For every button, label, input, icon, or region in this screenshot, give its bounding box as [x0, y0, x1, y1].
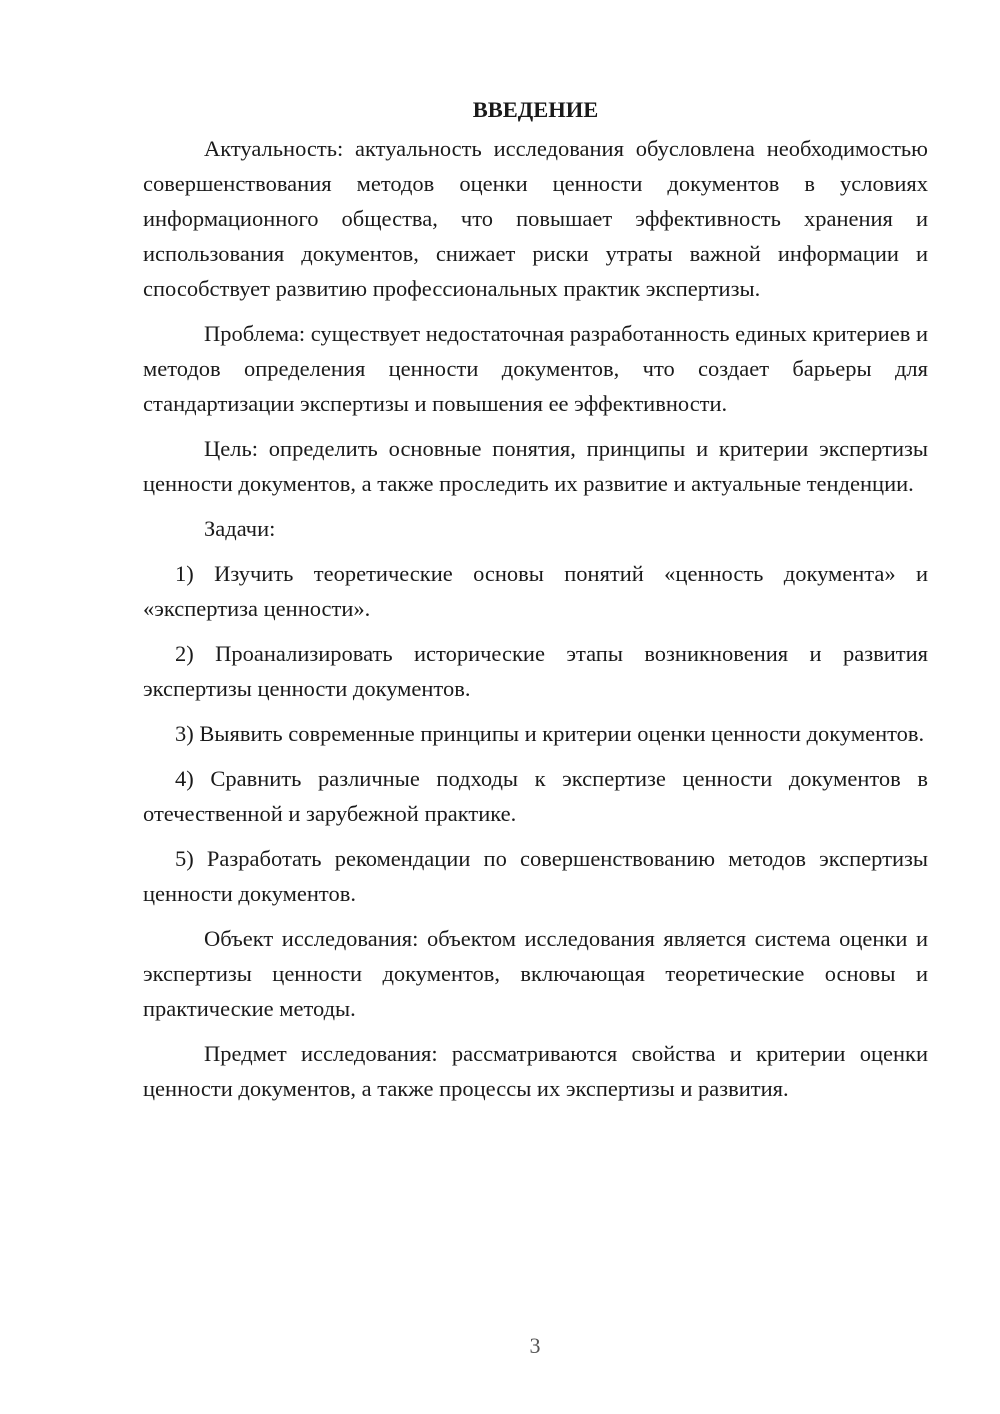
- task-item: 1) Изучить теоретические основы понятий «ценность документа» и «экспертиза ценности».: [143, 561, 928, 621]
- task-item: 2) Проанализировать исторические этапы возникновения и развития экспертизы ценности документов.: [143, 641, 928, 701]
- paragraph-relevance: Актуальность: актуальность исследования обусловлена необходимостью совершенствования методов оценки ценности документов в условиях информационного общества, что повышает эффективность хранения и использования документов, снижает риски утраты важной информации и способствует развитию профессиональных практик экспертизы.: [143, 136, 928, 301]
- task-item: 5) Разработать рекомендации по совершенствованию методов экспертизы ценности документов.: [143, 846, 928, 906]
- section-title: ВВЕДЕНИЕ: [472, 97, 599, 122]
- task-item: 3) Выявить современные принципы и критерии оценки ценности документов.: [175, 721, 925, 746]
- page-content: [143, 92, 928, 1116]
- page-number: 3: [529, 1333, 541, 1358]
- paragraph-problem: Проблема: существует недостаточная разработанность единых критериев и методов определения ценности документов, что создает барьеры для стандартизации экспертизы и повышения ее эффективности.: [143, 321, 928, 416]
- paragraph-object: Объект исследования: объектом исследования является система оценки и экспертизы ценности документов, включающая теоретические основы и практические методы.: [143, 926, 928, 1021]
- paragraph-goal: Цель: определить основные понятия, принципы и критерии экспертизы ценности документов, а также проследить их развитие и актуальные тенденции.: [143, 436, 928, 496]
- tasks-heading: Задачи:: [204, 516, 276, 541]
- paragraph-subject: Предмет исследования: рассматриваются свойства и критерии оценки ценности документов, а также процессы их экспертизы и развития.: [143, 1041, 928, 1101]
- task-item: 4) Сравнить различные подходы к экспертизе ценности документов в отечественной и зарубежной практике.: [143, 766, 928, 826]
